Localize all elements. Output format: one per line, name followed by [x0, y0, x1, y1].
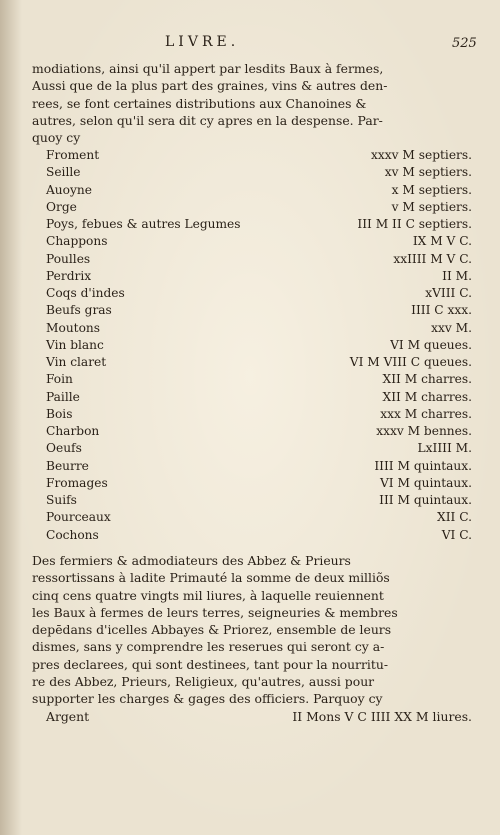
list-item — [32, 509, 472, 526]
item-name: Froment — [46, 148, 100, 162]
paragraph-line: depēdans d'icelles Abbayes & Priorez, ensemble de leurs — [32, 622, 392, 638]
item-name: Vin blanc — [46, 337, 104, 352]
item-name: Poys, febues & autres Legumes — [46, 217, 241, 231]
paragraph-line: ressortissans à ladite Primauté la somme de deux milliõs — [32, 570, 390, 586]
item-name: Coqs d'indes — [46, 286, 125, 300]
item-name: Cochons — [46, 527, 99, 542]
item-name: Oeufs — [46, 441, 82, 456]
paragraph-line: rees, se font certaines distributions aux Chanoines & — [32, 95, 367, 111]
item-quantity: xxIIII M V C. — [393, 251, 472, 266]
paragraph-line: re des Abbez, Prieurs, Religieux, qu'autres, aussi pour — [32, 674, 375, 690]
paragraph-line: Aussi que de la plus part des graines, vins & autres den- — [32, 78, 388, 94]
item-quantity: XII C. — [437, 510, 472, 525]
item-quantity: XII M charres. — [382, 389, 472, 404]
paragraph-2 — [32, 552, 472, 725]
final-entry — [32, 708, 472, 725]
gutter-shadow — [0, 0, 22, 835]
item-quantity: xv M septiers. — [384, 165, 472, 180]
item-quantity: IIII C xxx. — [411, 303, 472, 318]
final-entry-name: Argent — [46, 708, 90, 724]
list-item — [32, 268, 472, 285]
list-item — [32, 406, 472, 423]
paragraph-line: les Baux à fermes de leurs terres, seigneuries & membres — [32, 604, 398, 620]
item-name: Suifs — [46, 493, 77, 507]
provisions-list — [32, 147, 472, 544]
list-item — [32, 251, 472, 268]
item-name: Moutons — [46, 320, 101, 335]
list-item — [32, 216, 472, 233]
list-item — [32, 320, 472, 337]
item-quantity: III M II C septiers. — [357, 217, 472, 231]
item-quantity: xxxv M bennes. — [376, 424, 472, 438]
item-quantity: v M septiers. — [391, 199, 472, 214]
list-item — [32, 389, 472, 406]
paragraph-line: dismes, sans y comprendre les reserues qui seront cy a- — [32, 639, 385, 655]
item-quantity: xxxv M septiers. — [371, 148, 472, 162]
item-quantity: xxx M charres. — [380, 406, 472, 421]
item-quantity: III M quintaux. — [379, 493, 472, 507]
paragraph-1 — [32, 60, 472, 146]
list-item — [32, 440, 472, 457]
paragraph-line: pres declarees, qui sont destinees, tant pour la nourritu- — [32, 656, 389, 672]
item-quantity: VI M queues. — [390, 337, 472, 352]
item-name: Poulles — [46, 251, 91, 266]
paragraph-line: supporter les charges & gages des officiers. Parquoy cy — [32, 691, 383, 707]
item-name: Auoyne — [46, 182, 92, 197]
paragraph-line: Des fermiers & admodiateurs des Abbez & Prieurs — [32, 553, 351, 568]
item-quantity: II M. — [442, 268, 472, 283]
paragraph-line: quoy cy — [32, 130, 81, 146]
item-name: Charbon — [46, 424, 100, 438]
list-item — [32, 285, 472, 302]
list-item — [32, 423, 472, 440]
list-item — [32, 302, 472, 319]
list-item — [32, 164, 472, 181]
final-entry-quantity: II Mons V C IIII XX M liures. — [292, 708, 472, 724]
list-item — [32, 233, 472, 250]
paragraph-line: autres, selon qu'il sera dit cy apres en la despense. Par- — [32, 112, 383, 128]
paragraph-line: cinq cens quatre vingts mil liures, à laquelle reuiennent — [32, 587, 384, 603]
item-name: Seille — [46, 165, 81, 180]
list-item — [32, 182, 472, 199]
item-quantity: VI C. — [441, 527, 472, 542]
item-quantity: xVIII C. — [425, 286, 472, 300]
item-name: Orge — [46, 199, 77, 214]
item-name: Perdrix — [46, 268, 92, 283]
list-item — [32, 147, 472, 164]
item-quantity: VI M quintaux. — [379, 475, 472, 490]
item-name: Chappons — [46, 234, 108, 249]
list-item — [32, 458, 472, 475]
running-head — [0, 34, 500, 54]
item-name: Pourceaux — [46, 510, 111, 525]
item-name: Beurre — [46, 458, 89, 473]
item-quantity: xxv M. — [431, 320, 472, 335]
list-item — [32, 354, 472, 371]
list-item — [32, 492, 472, 509]
item-name: Fromages — [46, 475, 108, 490]
item-quantity: IX M V C. — [412, 234, 472, 249]
list-item — [32, 475, 472, 492]
page-number: 525 — [452, 36, 477, 51]
item-name: Foin — [46, 372, 73, 387]
item-name: Vin claret — [46, 355, 107, 369]
item-quantity: LxIIII M. — [417, 441, 472, 456]
running-title: LIVRE. — [165, 34, 240, 50]
paragraph-line: modiations, ainsi qu'il appert par lesdits Baux à fermes, — [32, 61, 384, 76]
list-item — [32, 199, 472, 216]
item-name: Paille — [46, 389, 80, 404]
item-name: Bois — [46, 406, 73, 421]
list-item — [32, 337, 472, 354]
item-quantity: x M septiers. — [391, 182, 472, 197]
list-item — [32, 371, 472, 388]
item-quantity: IIII M quintaux. — [374, 458, 472, 473]
item-quantity: XII M charres. — [382, 372, 472, 387]
item-name: Beufs gras — [46, 303, 112, 318]
list-item — [32, 527, 472, 544]
item-quantity: VI M VIII C queues. — [349, 355, 472, 369]
